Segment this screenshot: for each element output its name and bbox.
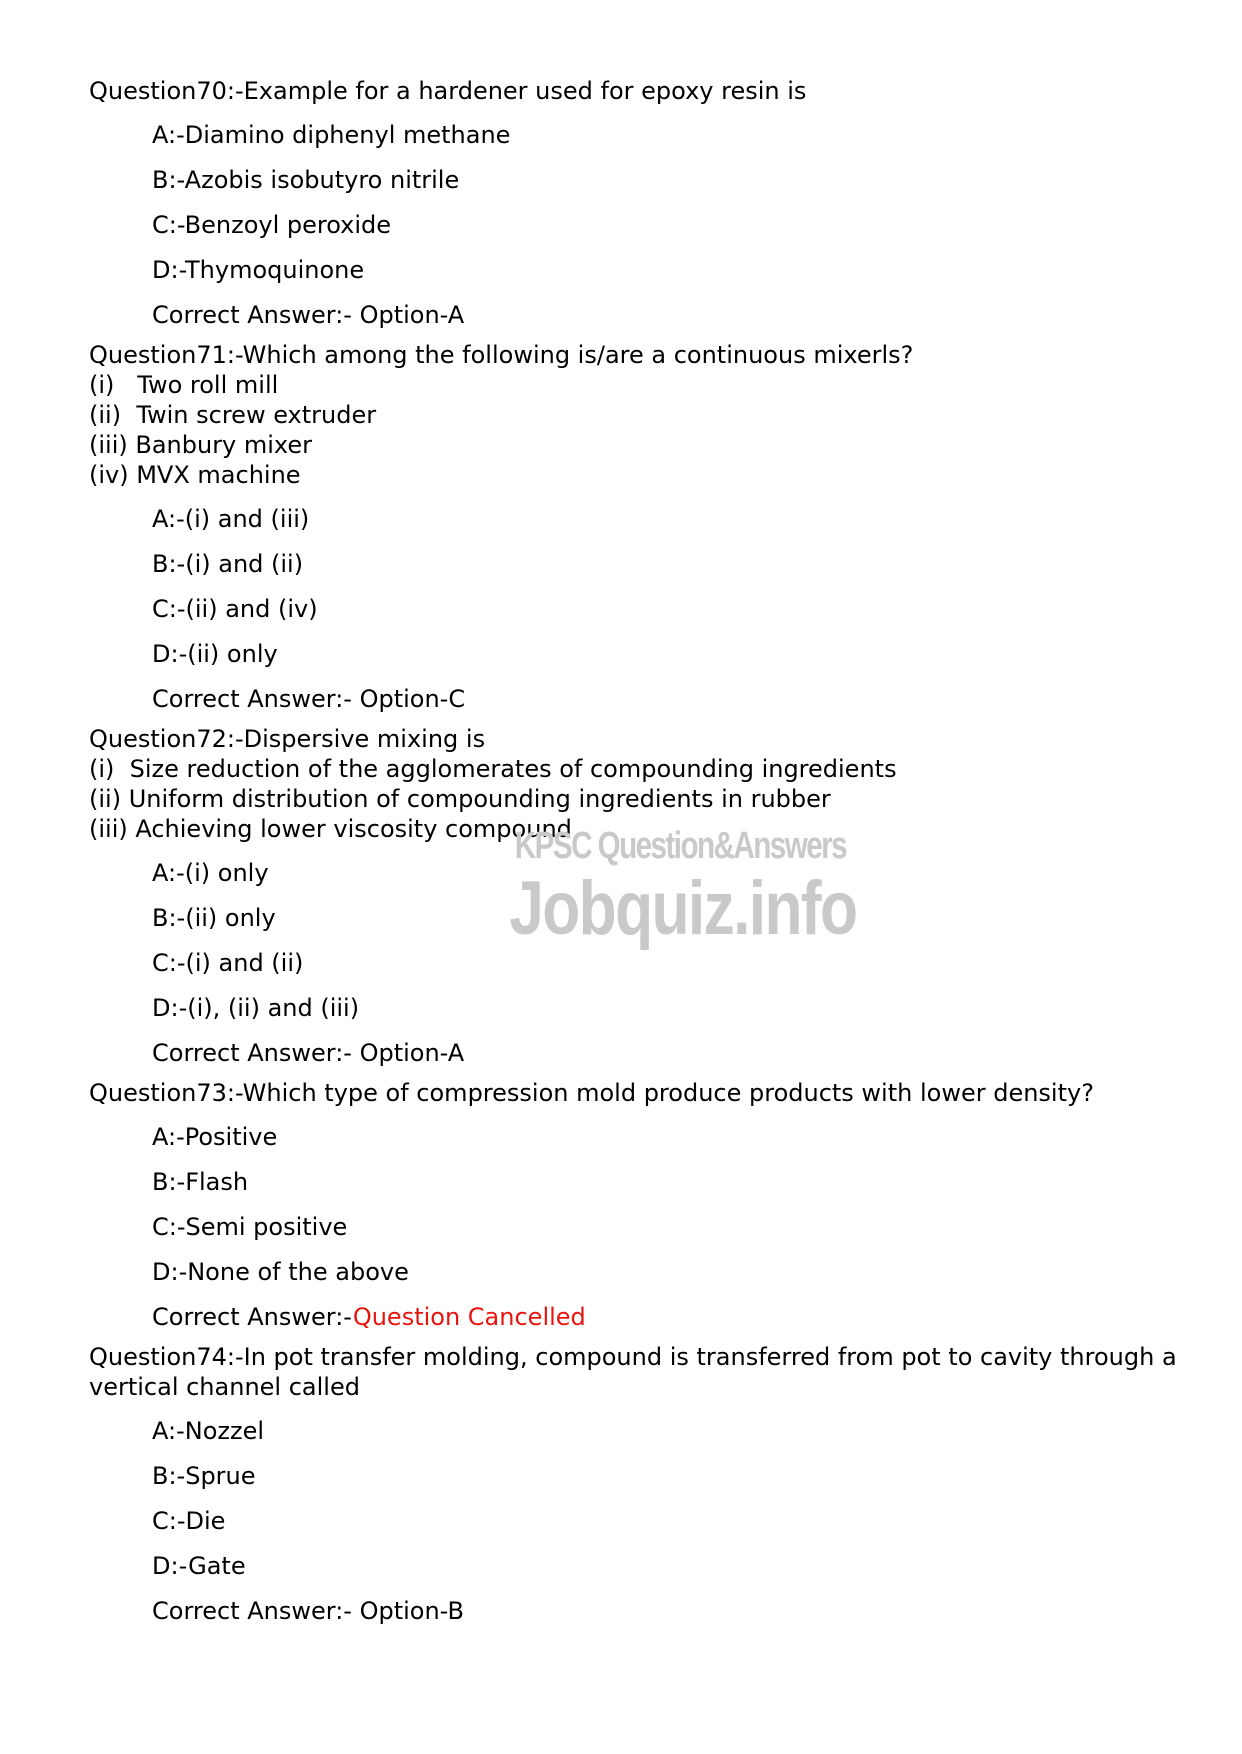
option-d: D:-Thymoquinone: [152, 256, 365, 284]
question-text: Question70:-Example for a hardener used for epoxy resin is: [89, 77, 807, 105]
question-72: [89, 724, 1199, 1068]
answer-value-cancelled: Question Cancelled: [352, 1303, 586, 1331]
question-list: [89, 76, 1199, 1636]
options: [152, 1416, 1199, 1626]
option-c: C:-(ii) and (iv): [152, 595, 318, 623]
answer-value: Option-A: [359, 1039, 465, 1067]
question-70: [89, 76, 1199, 330]
option-b: B:-Sprue: [152, 1462, 256, 1490]
options: [152, 1122, 1199, 1332]
option-d: D:-Gate: [152, 1552, 246, 1580]
option-b: B:-(ii) only: [152, 904, 276, 932]
options: [152, 858, 1199, 1068]
option-c: C:-Benzoyl peroxide: [152, 211, 392, 239]
watermark-line2: Jobquiz.info: [509, 866, 857, 951]
option-a: A:-Nozzel: [152, 1417, 265, 1445]
sub-item: (ii) Uniform distribution of compounding ingredients in rubber: [89, 785, 831, 813]
correct-answer: [152, 300, 1199, 330]
watermark-line1: KPSC Question&Answers: [514, 825, 847, 867]
option-a: A:-(i) only: [152, 859, 269, 887]
question-text: Question71:-Which among the following is/are a continuous mixerls?: [89, 341, 914, 369]
sub-item: (iii) Banbury mixer: [89, 431, 313, 459]
correct-answer: [152, 1038, 1199, 1068]
option-c: C:-Die: [152, 1507, 226, 1535]
options: [152, 120, 1199, 330]
options: [152, 504, 1199, 714]
option-a: A:-(i) and (iii): [152, 505, 310, 533]
option-c: C:-Semi positive: [152, 1213, 348, 1241]
answer-label: Correct Answer:-: [152, 1597, 360, 1625]
question-text: Question72:-Dispersive mixing is: [89, 725, 486, 753]
sub-item: (ii) Twin screw extruder: [89, 401, 377, 429]
correct-answer: [152, 1596, 1199, 1626]
sub-item: (i) Size reduction of the agglomerates of compounding ingredients: [89, 755, 897, 783]
option-d: D:-None of the above: [152, 1258, 409, 1286]
option-c: C:-(i) and (ii): [152, 949, 304, 977]
answer-label: Correct Answer:-: [152, 301, 360, 329]
answer-label: Correct Answer:-: [152, 1303, 353, 1331]
answer-value: Option-B: [359, 1597, 464, 1625]
answer-value: Option-A: [359, 301, 465, 329]
correct-answer: [152, 1302, 1199, 1332]
correct-answer: [152, 684, 1199, 714]
option-d: D:-(i), (ii) and (iii): [152, 994, 360, 1022]
question-73: [89, 1078, 1199, 1332]
sub-item: (iv) MVX machine: [89, 461, 301, 489]
sub-item: (iii) Achieving lower viscosity compound: [89, 815, 572, 843]
option-a: A:-Diamino diphenyl methane: [152, 121, 511, 149]
answer-label: Correct Answer:-: [152, 1039, 360, 1067]
option-b: B:-(i) and (ii): [152, 550, 304, 578]
question-text: Question73:-Which type of compression mold produce products with lower density?: [89, 1079, 1094, 1107]
option-d: D:-(ii) only: [152, 640, 278, 668]
sub-item: (i) Two roll mill: [89, 371, 279, 399]
answer-value: Option-C: [359, 685, 466, 713]
option-b: B:-Azobis isobutyro nitrile: [152, 166, 460, 194]
question-74: [89, 1342, 1199, 1626]
question-text: Question74:-In pot transfer molding, compound is transferred from pot to cavity through a vertical channel called: [89, 1343, 1185, 1401]
answer-label: Correct Answer:-: [152, 685, 360, 713]
option-a: A:-Positive: [152, 1123, 278, 1151]
option-b: B:-Flash: [152, 1168, 249, 1196]
question-71: [89, 340, 1199, 714]
